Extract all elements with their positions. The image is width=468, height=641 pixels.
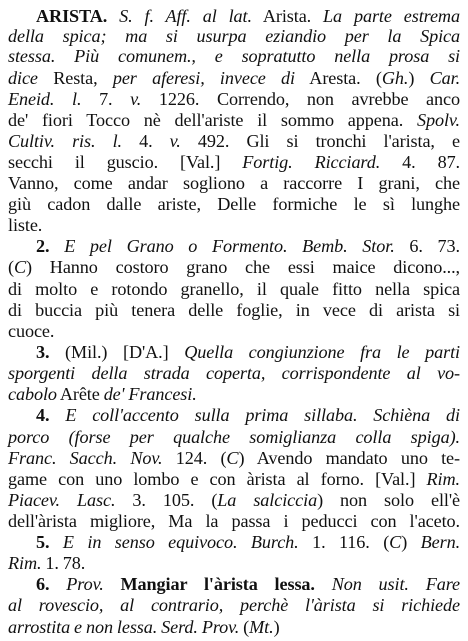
text-segment: di buccia più tenera delle foglie, in vece di arista si bbox=[8, 300, 460, 320]
entry-line bbox=[8, 152, 460, 172]
text-segment: ( bbox=[239, 617, 250, 637]
text-segment bbox=[49, 532, 62, 552]
text-segment: 1. 78. bbox=[41, 553, 86, 573]
italic-text: porco (forse per qualche somiglianza colla spiga). bbox=[8, 427, 460, 447]
italic-text: stessa. Più comunem., e sopratutto nella prosa si bbox=[8, 46, 460, 66]
italic-text: C bbox=[13, 257, 26, 277]
text-segment: Arista. bbox=[251, 6, 324, 26]
text-segment: Arête bbox=[56, 384, 104, 404]
entry-line bbox=[8, 448, 460, 468]
text-segment: ) non solo ell'è bbox=[317, 490, 461, 510]
italic-text: al rovescio, al contrario, perchè l'àrista si richiede bbox=[8, 595, 460, 615]
text-segment bbox=[104, 574, 121, 594]
entry-line bbox=[8, 384, 460, 404]
text-segment bbox=[191, 6, 203, 26]
text-segment: 3. 105. ( bbox=[115, 490, 218, 510]
bold-text: 4. bbox=[36, 405, 50, 425]
italic-text: per aferesi, invece di bbox=[112, 68, 295, 88]
text-segment: 1226. Correndo, non avrebbe anco bbox=[141, 89, 460, 109]
bold-text: 2. bbox=[36, 236, 50, 256]
text-segment: 7. bbox=[81, 89, 131, 109]
text-segment bbox=[49, 236, 64, 256]
text-segment: cuoce. bbox=[8, 321, 55, 341]
text-segment: secchi il guscio. [Val.] bbox=[8, 152, 243, 172]
text-segment: game con uno lombo e con àrista al forno. [Val.] bbox=[8, 469, 427, 489]
text-segment: Aresta. ( bbox=[295, 68, 382, 88]
text-segment: ) bbox=[401, 532, 421, 552]
italic-text: Franc. Sacch. Nov. bbox=[8, 448, 163, 468]
italic-text: Cultiv. ris. l. bbox=[8, 131, 122, 151]
entry-line bbox=[8, 279, 460, 299]
entry-line bbox=[36, 405, 460, 425]
entry-line bbox=[8, 173, 460, 193]
entry-line bbox=[8, 110, 460, 130]
italic-text: della spica; ma si usurpa eziandio per la Spica bbox=[8, 26, 460, 46]
italic-text: Mt. bbox=[249, 617, 274, 637]
italic-text: v. bbox=[169, 131, 181, 151]
bold-text: ARISTA. bbox=[36, 6, 108, 26]
italic-text: E in senso equivoco. Burch. bbox=[62, 532, 299, 552]
entry-line bbox=[36, 342, 460, 362]
entry-line bbox=[36, 574, 460, 594]
text-segment: ) bbox=[273, 617, 280, 637]
text-segment: giù cadon dalle ariste, Delle formiche le sì lunghe bbox=[8, 194, 460, 214]
italic-text: E pel Grano o Formento. Bemb. Stor. bbox=[64, 236, 395, 256]
text-segment bbox=[49, 405, 65, 425]
text-segment: dell'àrista migliore, Ma la passa i peducci con l'aceto. bbox=[8, 511, 460, 531]
italic-text: Rim. bbox=[426, 469, 460, 489]
italic-text: Eneid. l. bbox=[8, 89, 82, 109]
text-segment: di molto e rotondo granello, il quale fitto nella spica bbox=[8, 279, 460, 299]
italic-text: C bbox=[389, 532, 402, 552]
italic-text: sporgenti della strada coperta, corrispondente al vo- bbox=[8, 363, 460, 383]
italic-text: C bbox=[226, 448, 239, 468]
italic-text: E coll'accento sulla prima sillaba. Schièna di bbox=[65, 405, 460, 425]
text-segment: 6. 73. bbox=[394, 236, 460, 256]
entry-line bbox=[8, 46, 460, 66]
text-segment: 4. bbox=[121, 131, 170, 151]
italic-text: Car. bbox=[429, 68, 461, 88]
entry-line bbox=[8, 427, 460, 447]
entry-line bbox=[8, 511, 460, 531]
text-segment bbox=[107, 6, 119, 26]
italic-text: Spolv. bbox=[416, 110, 460, 130]
italic-text: v. bbox=[130, 89, 142, 109]
text-segment: liste. bbox=[8, 215, 43, 235]
entry-line bbox=[8, 363, 460, 383]
entry-line bbox=[8, 595, 460, 615]
italic-text: S. f. Aff. bbox=[119, 6, 191, 26]
italic-text: Rim. bbox=[8, 553, 42, 573]
italic-text: dice bbox=[8, 68, 38, 88]
entry-line bbox=[36, 6, 460, 26]
italic-text: La salciccia bbox=[217, 490, 318, 510]
entry-line bbox=[8, 68, 460, 88]
bold-text: 3. bbox=[36, 342, 50, 362]
italic-text: Piacev. Lasc. bbox=[8, 490, 116, 510]
italic-text: al lat. bbox=[202, 6, 252, 26]
italic-text: Bern. bbox=[420, 532, 461, 552]
bold-text: 6. bbox=[36, 574, 50, 594]
text-segment: ) Avendo mandato uno te- bbox=[238, 448, 460, 468]
entry-line bbox=[8, 26, 460, 46]
bold-text: 5. bbox=[36, 532, 50, 552]
text-segment: ( bbox=[8, 257, 14, 277]
text-segment: 124. ( bbox=[162, 448, 227, 468]
entry-line bbox=[36, 532, 460, 552]
entry-line bbox=[8, 553, 460, 573]
entry-line bbox=[8, 215, 460, 235]
entry-line bbox=[8, 469, 460, 489]
entry-line bbox=[36, 236, 460, 256]
entry-line bbox=[8, 321, 460, 341]
text-segment: de' fiori Tocco nè dell'ariste il sommo appena. bbox=[8, 110, 417, 130]
italic-text: arrostita e non lessa. Serd. Prov. bbox=[8, 617, 240, 637]
italic-text: de' Francesi. bbox=[103, 384, 197, 404]
italic-text: La parte estrema bbox=[323, 6, 460, 26]
italic-text: Fortig. Ricciard. bbox=[242, 152, 381, 172]
bold-text: Mangiar l'àrista lessa. bbox=[120, 574, 315, 594]
text-segment: 492. Gli si tronchi l'arista, e bbox=[180, 131, 460, 151]
text-segment: Vanno, come andar sogliono a raccorre I grani, che bbox=[8, 173, 460, 193]
text-segment: 4. 87. bbox=[380, 152, 461, 172]
text-segment: (Mil.) [D'A.] bbox=[49, 342, 185, 362]
text-segment: ) bbox=[408, 68, 430, 88]
text-segment bbox=[315, 574, 332, 594]
text-segment: Resta, bbox=[37, 68, 113, 88]
entry-line bbox=[8, 300, 460, 320]
entry-line bbox=[8, 131, 460, 151]
text-segment: ) Hanno costoro grano che essi maice dicono..., bbox=[26, 257, 460, 277]
text-segment bbox=[49, 574, 66, 594]
italic-text: Non usit. Fare bbox=[331, 574, 460, 594]
entry-line bbox=[8, 257, 460, 277]
entry-line bbox=[8, 89, 460, 109]
entry-line bbox=[8, 194, 460, 214]
italic-text: Gh. bbox=[381, 68, 409, 88]
italic-text: cabolo bbox=[8, 384, 57, 404]
italic-text: Quella congiunzione fra le parti bbox=[184, 342, 460, 362]
italic-text: Prov. bbox=[66, 574, 104, 594]
text-segment: 1. 116. ( bbox=[298, 532, 390, 552]
entry-line bbox=[8, 617, 460, 637]
entry-line bbox=[8, 490, 460, 510]
